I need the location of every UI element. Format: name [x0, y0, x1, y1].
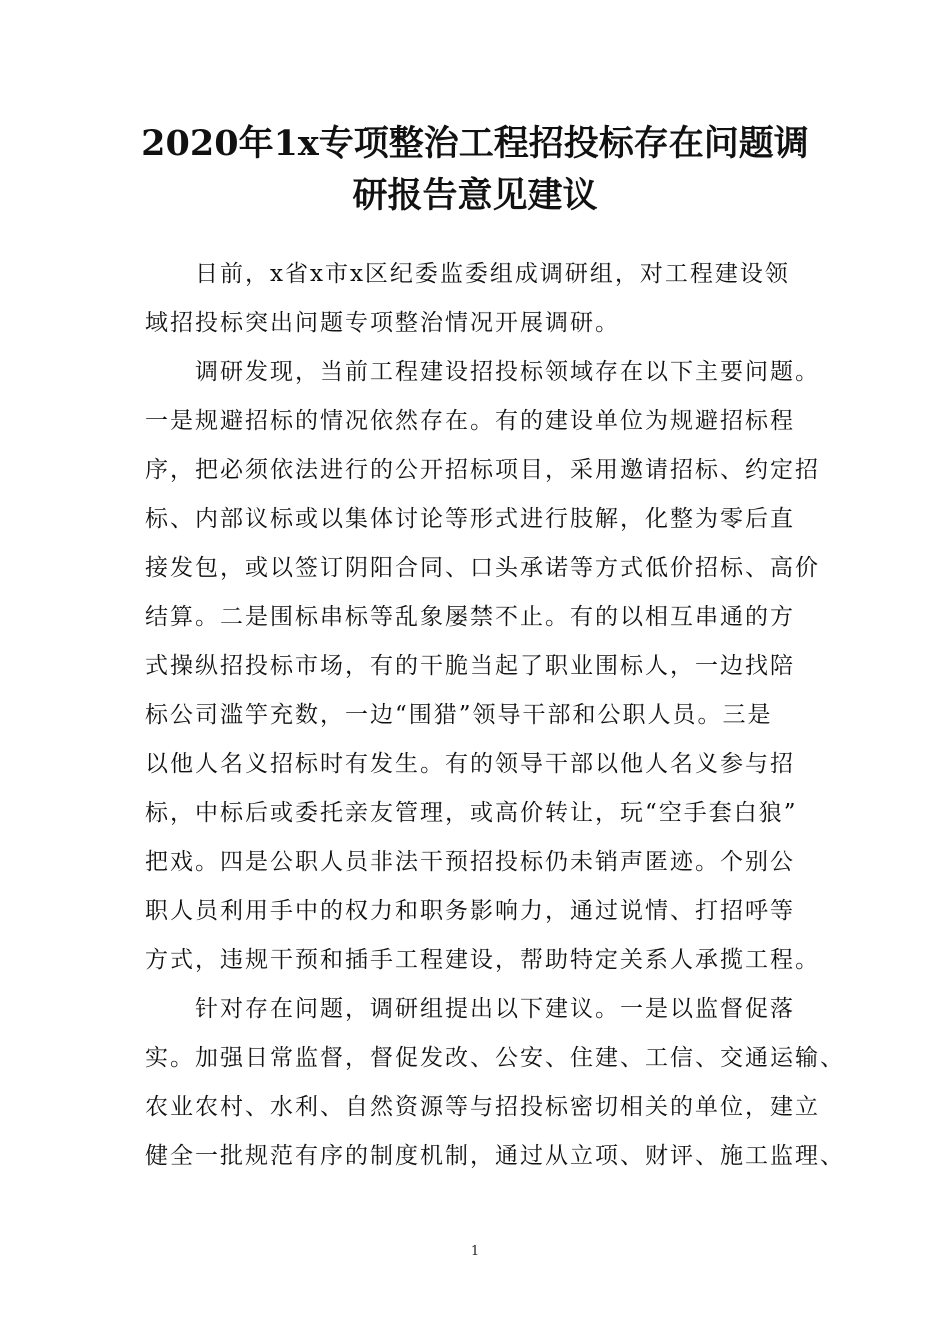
document-title [140, 118, 810, 222]
document-body [145, 250, 845, 1181]
paragraph-2-line-5: 接发包，或以签订阴阳合同、口头承诺等方式低价招标、高价 [145, 555, 820, 581]
title-line-1: 2020年1x专项整治工程招投标存在问题调 [141, 123, 809, 164]
paragraph-2-line-9: 以他人名义招标时有发生。有的领导干部以他人名义参与招 [145, 751, 795, 777]
paragraph-2-line-6: 结算。二是围标串标等乱象屡禁不止。有的以相互串通的方 [145, 604, 795, 630]
paragraph-2-line-10: 标，中标后或委托亲友管理，或高价转让，玩“空手套白狼” [145, 800, 798, 826]
paragraph-3-line-3: 农业农村、水利、自然资源等与招投标密切相关的单位，建立 [145, 1094, 820, 1120]
page-number: 1 [470, 1244, 480, 1259]
paragraph-2-line-7: 式操纵招投标市场，有的干脆当起了职业围标人，一边找陪 [145, 653, 795, 679]
paragraph-2-line-12: 职人员利用手中的权力和职务影响力，通过说情、打招呼等 [145, 898, 795, 924]
paragraph-2-line-4: 标、内部议标或以集体讨论等形式进行肢解，化整为零后直 [145, 506, 795, 532]
paragraph-3-line-4: 健全一批规范有序的制度机制，通过从立项、财评、施工监理、 [145, 1143, 845, 1169]
paragraph-2-line-13: 方式，违规干预和插手工程建设，帮助特定关系人承揽工程。 [145, 947, 820, 973]
paragraph-2-line-1: 调研发现，当前工程建设招投标领域存在以下主要问题。 [195, 359, 820, 385]
paragraph-1-line-2: 域招投标突出问题专项整治情况开展调研。 [145, 310, 620, 336]
paragraph-3-line-1: 针对存在问题，调研组提出以下建议。一是以监督促落 [195, 996, 795, 1022]
title-line-2: 研报告意见建议 [352, 175, 598, 216]
paragraph-2-line-3: 序，把必须依法进行的公开招标项目，采用邀请招标、约定招 [145, 457, 820, 483]
paragraph-1-line-1: 日前，x省x市x区纪委监委组成调研组，对工程建设领 [195, 261, 790, 287]
paragraph-2-line-11: 把戏。四是公职人员非法干预招投标仍未销声匿迹。个别公 [145, 849, 795, 875]
paragraph-3-line-2: 实。加强日常监督，督促发改、公安、住建、工信、交通运输、 [145, 1045, 845, 1071]
paragraph-2-line-2: 一是规避招标的情况依然存在。有的建设单位为规避招标程 [145, 408, 795, 434]
paragraph-2-line-8: 标公司滥竽充数，一边“围猎”领导干部和公职人员。三是 [145, 702, 773, 728]
